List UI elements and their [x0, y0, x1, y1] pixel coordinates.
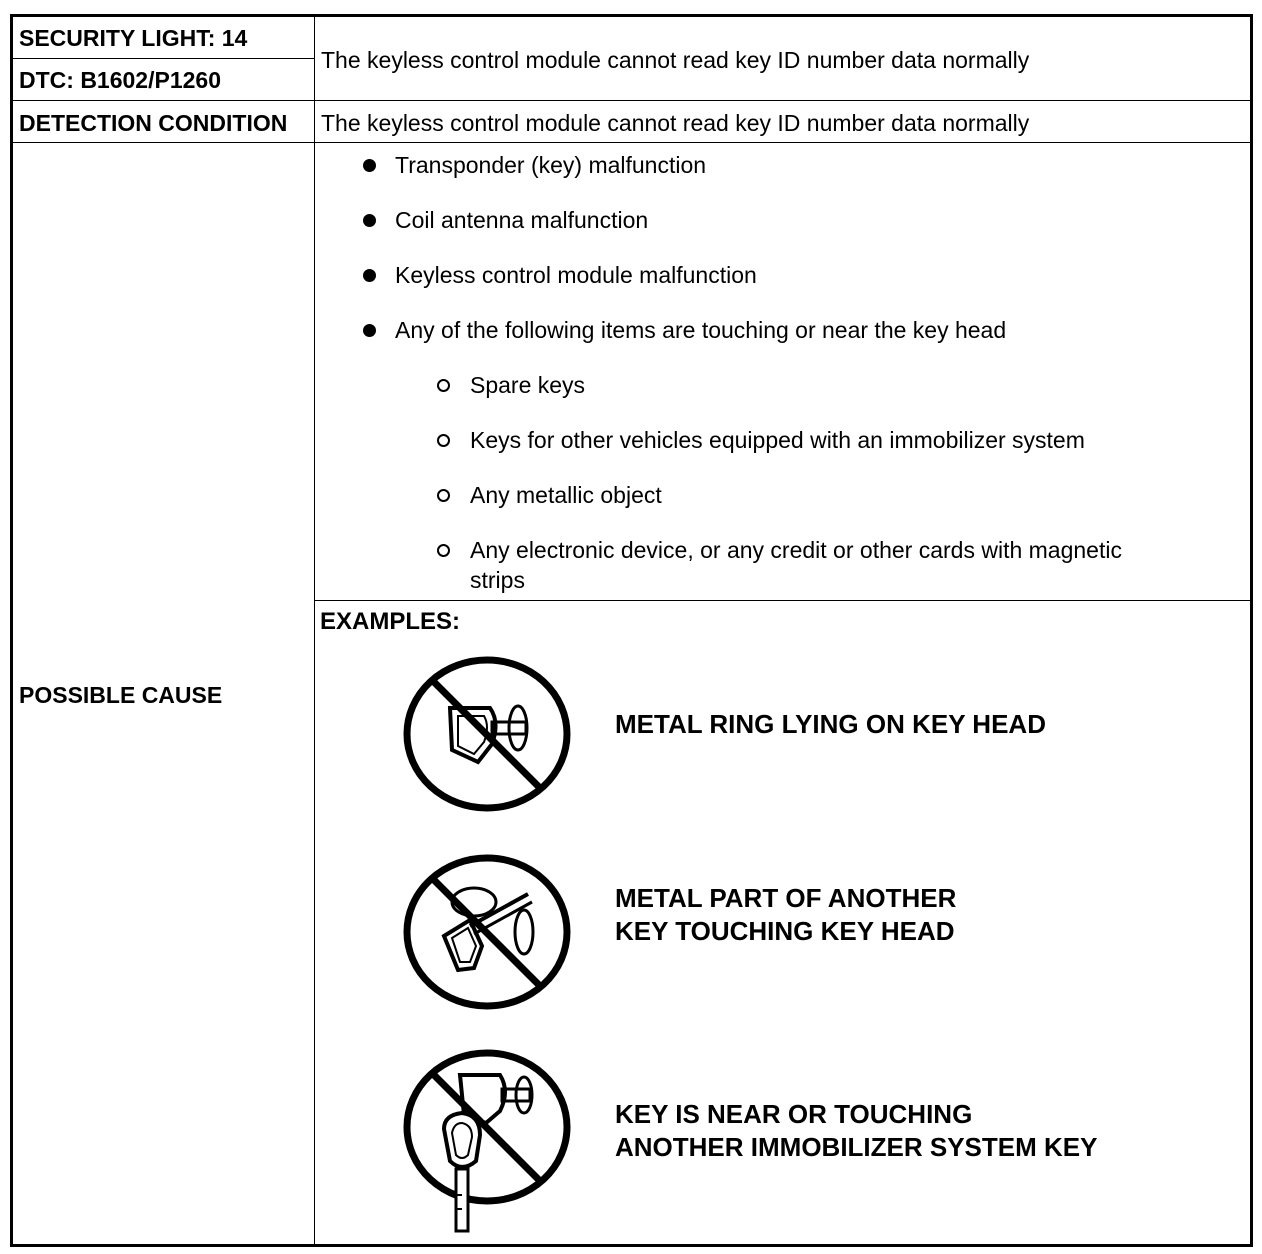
row-divider-dtc [13, 100, 1250, 101]
sub-cause-item: Keys for other vehicles equipped with an immobilizer system [470, 427, 1085, 453]
sub-cause-item: Spare keys [470, 372, 586, 398]
column-divider [314, 17, 315, 1245]
row-divider-detection [13, 142, 1250, 143]
detection-condition-text: The keyless control module cannot read key ID number data normally [321, 110, 1030, 136]
example-1-caption: METAL RING LYING ON KEY HEAD [615, 709, 1046, 739]
dtc-label: DTC: B1602/P1260 [19, 67, 221, 93]
bullet-icon [363, 269, 376, 282]
sub-cause-item: Any metallic object [470, 482, 662, 508]
example-2-caption: METAL PART OF ANOTHER KEY TOUCHING KEY HEAD [615, 883, 957, 946]
security-light-label: SECURITY LIGHT: 14 [19, 25, 248, 51]
possible-cause-label: POSSIBLE CAUSE [19, 682, 223, 708]
ring-bullet-icon [437, 379, 450, 392]
bullet-icon [363, 159, 376, 172]
ring-bullet-icon [437, 544, 450, 557]
cause-item: Transponder (key) malfunction [395, 152, 707, 178]
sub-cause-item-continued: strips [470, 567, 525, 593]
cause-item: Any of the following items are touching or near the key head [395, 317, 1007, 343]
table-frame [10, 14, 1253, 1247]
ring-bullet-icon [437, 489, 450, 502]
row-divider-security [13, 58, 314, 59]
sub-cause-item: Any electronic device, or any credit or other cards with magnetic [470, 537, 1122, 563]
dtc-description: The keyless control module cannot read key ID number data normally [321, 47, 1030, 73]
prohibited-ring-on-key-icon [400, 652, 574, 816]
prohibited-key-near-key-icon [400, 1045, 574, 1245]
bullet-icon [363, 214, 376, 227]
prohibited-key-touching-icon [400, 850, 574, 1014]
cause-item: Coil antenna malfunction [395, 207, 649, 233]
examples-title: EXAMPLES: [320, 608, 461, 635]
detection-condition-label: DETECTION CONDITION [19, 110, 288, 136]
bullet-icon [363, 324, 376, 337]
ring-bullet-icon [437, 434, 450, 447]
row-divider-examples [314, 600, 1250, 601]
example-3-caption: KEY IS NEAR OR TOUCHING ANOTHER IMMOBILIZER SYSTEM KEY [615, 1099, 1098, 1162]
cause-item: Keyless control module malfunction [395, 262, 757, 288]
